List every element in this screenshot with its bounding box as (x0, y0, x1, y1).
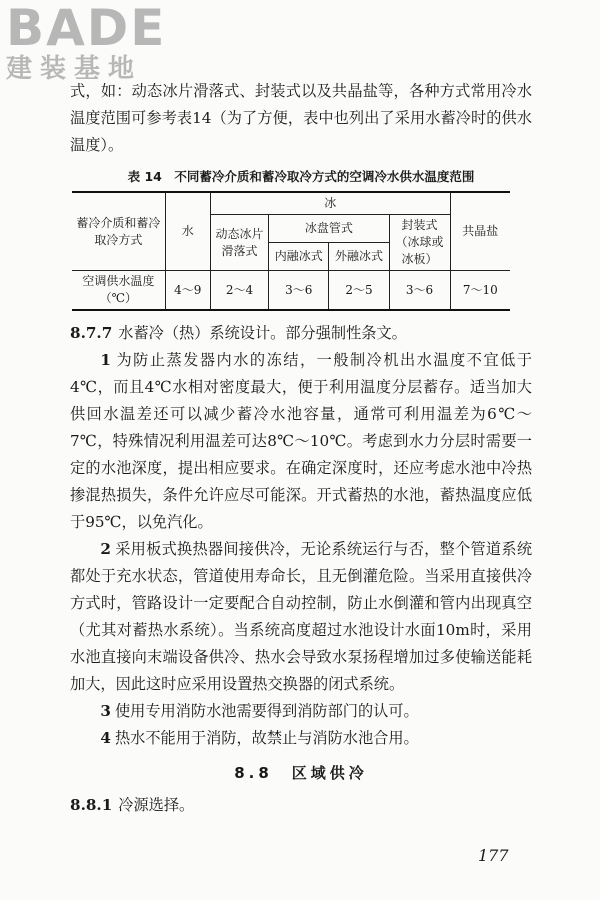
cooling-water-temperature-table (72, 191, 510, 311)
cell-external-melt: 2～5 (329, 271, 389, 311)
header-medium-method: 蓄冷介质和蓄冷取冷方式 (72, 192, 165, 271)
header-water: 水 (165, 192, 210, 271)
section-title-8-8: 8.8 区域供冷 (234, 764, 368, 782)
clause-8-8-1 (70, 791, 532, 819)
list-item (70, 698, 532, 725)
clause-8-7-7 (70, 319, 532, 347)
item-text: 为防止蒸发器内水的冻结，一般制冷机出水温度不宜低于4℃，而且4℃水相对密度最大，便于利用温度分层蓄存。适当加大供回水温差还可以减少蓄冷水池容量，通常可利用温差为6℃～7℃，特殊情况利用温差可达8℃～10℃。考虑到水力分层时需要一定的水池深度，提出相应要求。在确定深度时，还应考虑水池中冷热掺混热损失，条件允许应尽可能深。开式蓄热的水池，蓄热温度应低于95℃，以免汽化。 (70, 351, 532, 531)
logo-word: BADE (6, 0, 167, 57)
header-ice-slurry: 动态冰片滑落式 (210, 215, 268, 271)
clause-number: 8.8.1 (70, 796, 113, 814)
header-encapsulated: 封装式（冰球或冰板） (389, 215, 450, 271)
header-ice-coil: 冰盘管式 (269, 215, 389, 243)
header-external-melt: 外融冰式 (329, 243, 389, 271)
item-text: 使用专用消防水池需要得到消防部门的认可。 (114, 702, 419, 720)
clause-title: 冷源选择。 (118, 796, 195, 814)
cell-encapsulated: 3～6 (389, 271, 450, 311)
item-text: 采用板式换热器间接供冷，无论系统运行与否，整个管道系统都处于充水状态，管道使用寿命长，且无倒灌危险。当采用直接供冷方式时，管路设计一定要配合自动控制，防止水倒灌和管内出现真空（尤其对蓄热水系统）。当系统高度超过水池设计水面10m时，采用水池直接向末端设备供冷、热水会导致水泵扬程增加过多使输送能耗加大，因此这时应采用设置热交换器的闭式系统。 (70, 540, 532, 693)
item-number: 1 (100, 351, 111, 369)
header-internal-melt: 内融冰式 (269, 243, 329, 271)
list-item (70, 725, 532, 752)
list-item (70, 347, 532, 536)
table-title: 表 14 不同蓄冷介质和蓄冷取冷方式的空调冷水供水温度范围 (127, 169, 475, 184)
logo-subtitle: 建装基地 (6, 54, 143, 84)
watermark-logo (6, 2, 166, 84)
list-item (70, 536, 532, 698)
item-number: 4 (100, 729, 111, 747)
header-eutectic: 共晶盐 (450, 192, 510, 271)
header-ice: 冰 (210, 192, 450, 215)
item-number: 2 (100, 540, 111, 558)
cell-eutectic: 7～10 (450, 271, 510, 311)
cell-ice-slurry: 2～4 (210, 271, 268, 311)
clause-title: 水蓄冷（热）系统设计。部分强制性条文。 (118, 324, 407, 342)
intro-paragraph: 式，如：动态冰片滑落式、封装式以及共晶盐等，各种方式常用冷水温度范围可参考表14（为了方便，表中也列出了采用水蓄冷时的供水温度）。 (70, 82, 532, 154)
page-number: 177 (478, 846, 509, 865)
clause-number: 8.7.7 (70, 324, 113, 342)
page-content (70, 78, 532, 819)
item-number: 3 (100, 702, 111, 720)
row-label-supply-temp: 空调供水温度（℃） (72, 271, 165, 311)
cell-internal-melt: 3～6 (269, 271, 329, 311)
item-text: 热水不能用于消防，故禁止与消防水池合用。 (114, 729, 419, 747)
cell-water: 4～9 (165, 271, 210, 311)
